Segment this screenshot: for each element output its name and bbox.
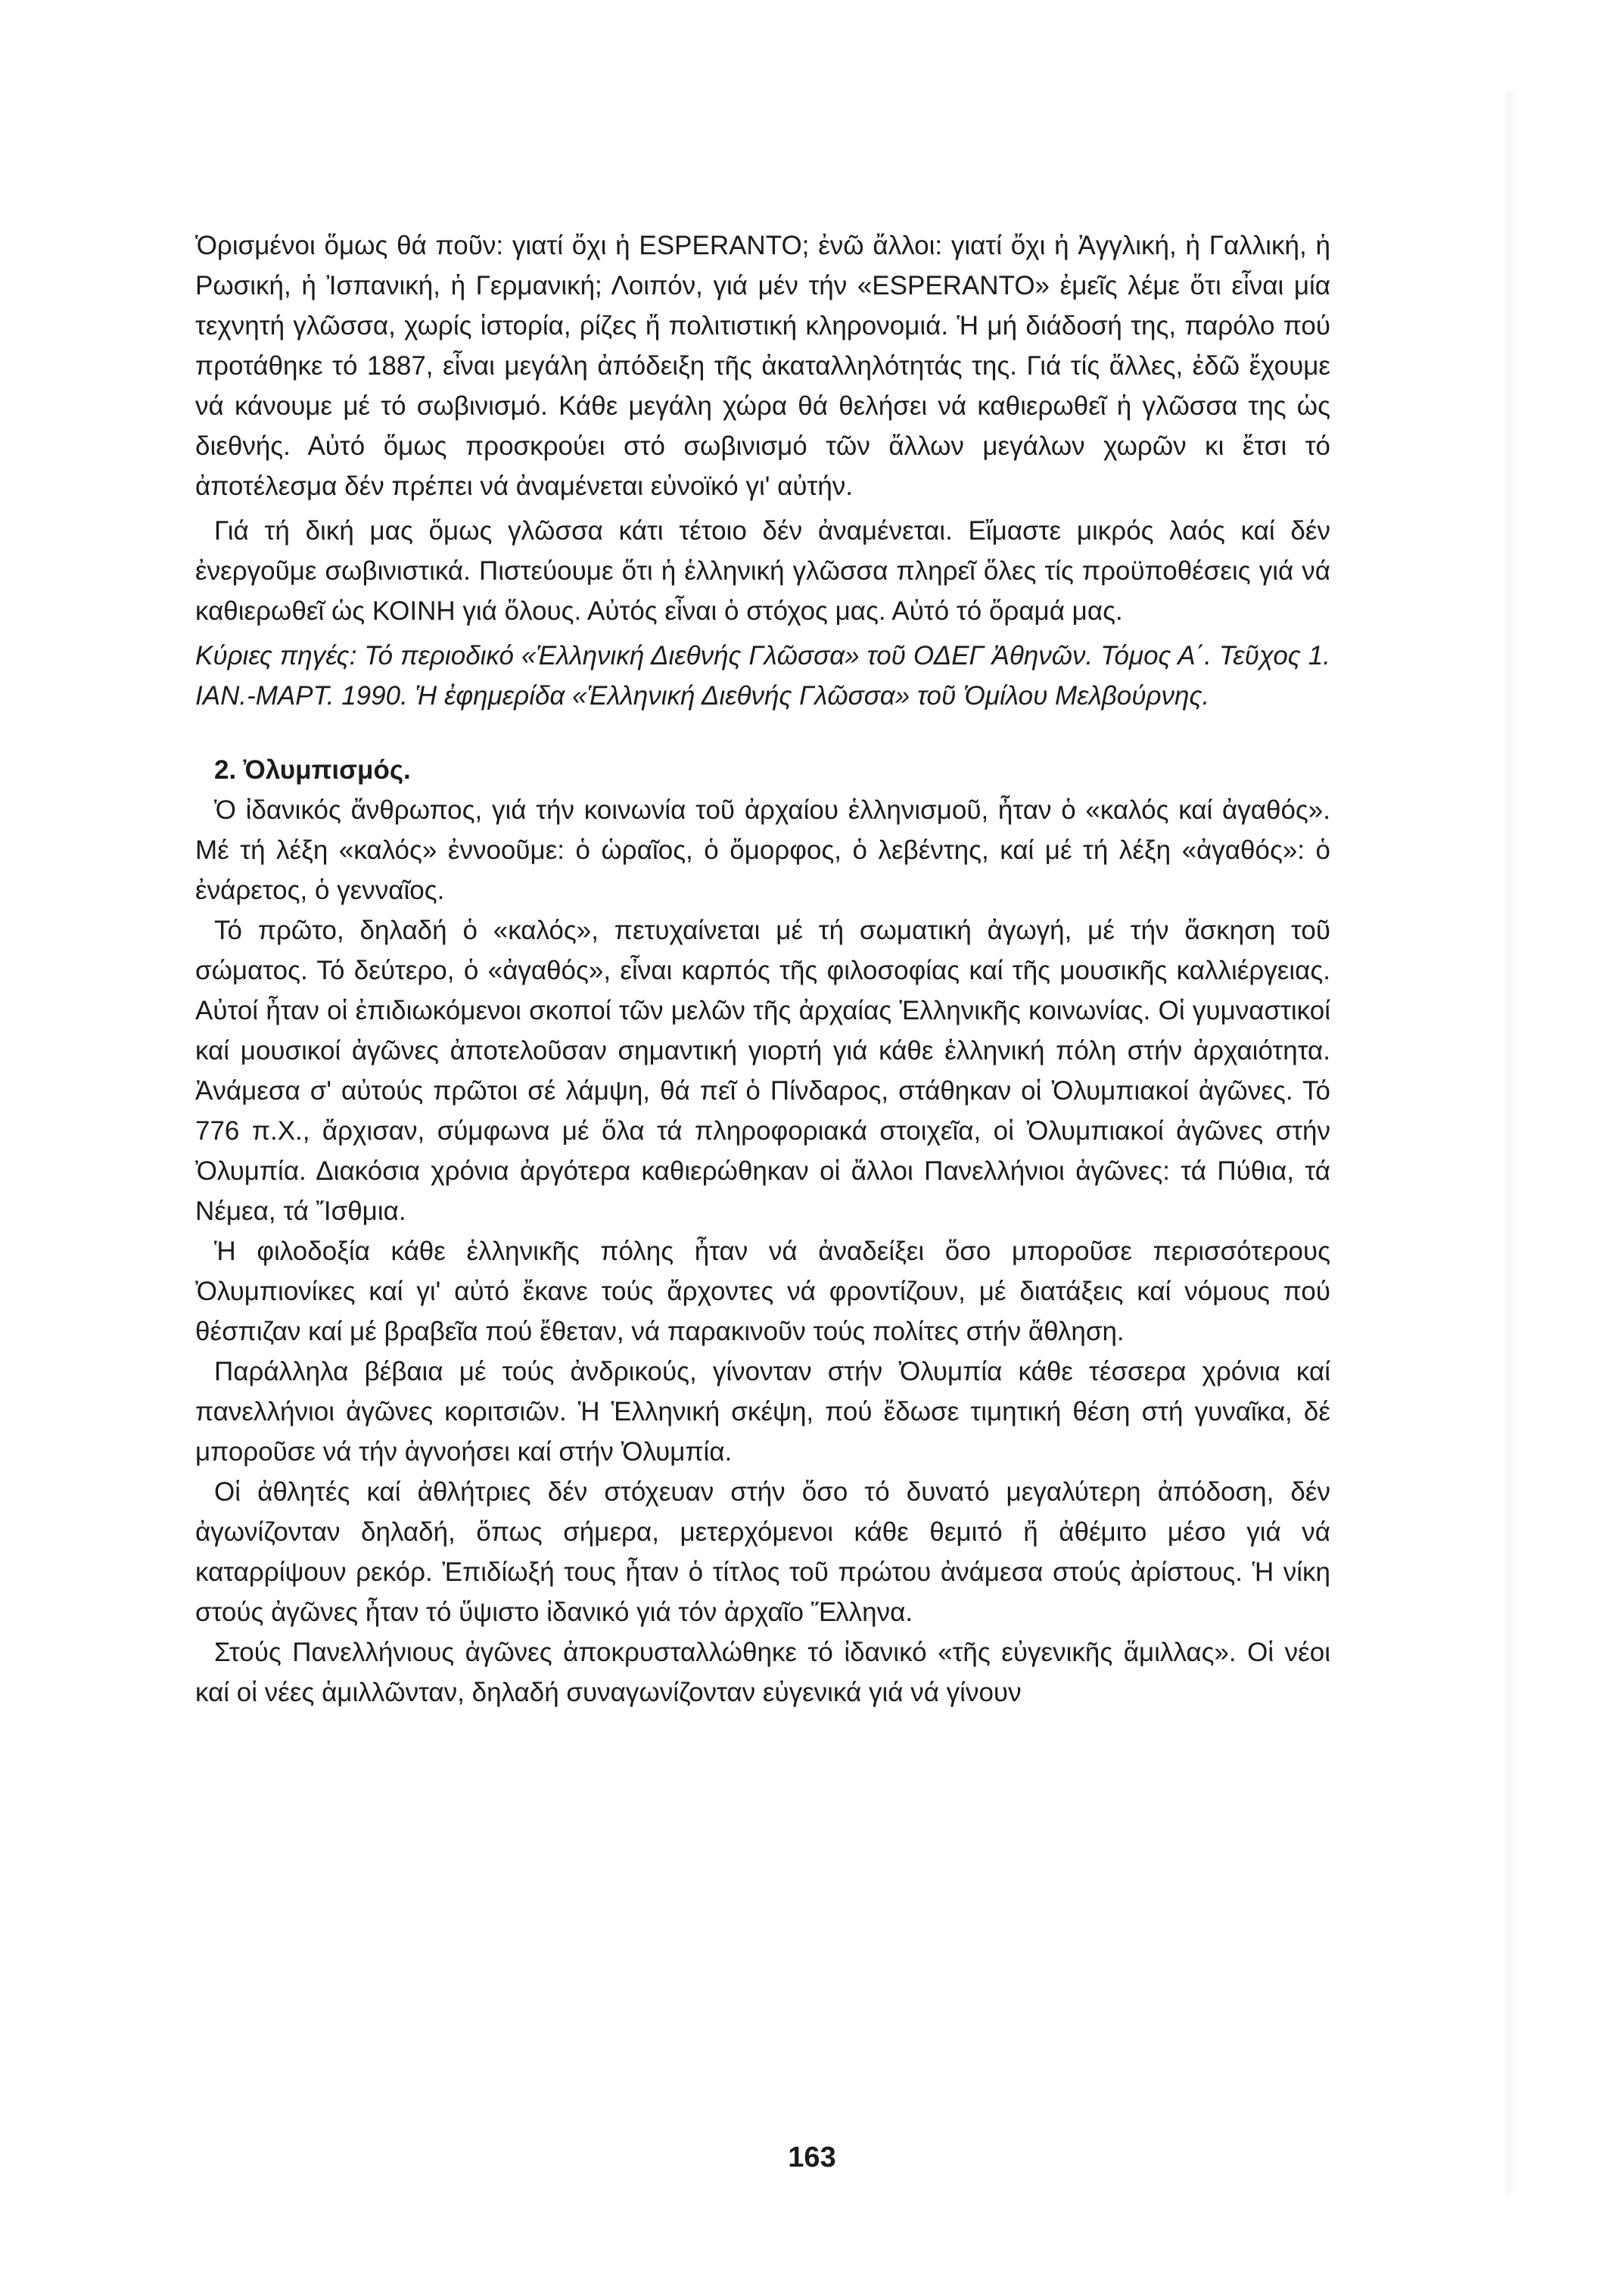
- document-body: [195, 226, 1330, 1713]
- paragraph-our-language: Γιά τή δική μας ὅμως γλῶσσα κάτι τέτοιο δέν ἀναμένεται. Εἴμαστε μικρός λαός καί δέν ἐνεργοῦμε σωβινιστικά. Πιστεύουμε ὅτι ἡ ἑλληνική γλῶσσα πληρεῖ ὅλες τίς προϋποθέσεις γιά νά καθιερωθεῖ ὡς ΚΟΙΝΗ γιά ὅλους. Αὐτός εἶναι ὁ στόχος μας. Αὐτό τό ὅραμά μας.: [195, 516, 1330, 626]
- paragraph-ambition: Ἡ φιλοδοξία κάθε ἑλληνικῆς πόλης ἦταν νά ἀναδείξει ὅσο μποροῦσε περισσότερους Ὀλυμπιονίκες καί γι' αὐτό ἔκανε τούς ἄρχοντες νά φροντίζουν, μέ διατάξεις καί νόμους πού θέσπιζαν καί μέ βραβεῖα πού ἔθεταν, νά παρακινοῦν τούς πολίτες στήν ἄθληση.: [195, 1237, 1330, 1346]
- sources-note: Κύριες πηγές: Τό περιοδικό «Ἑλληνική Διεθνής Γλῶσσα» τοῦ ΟΔΕΓ Ἀθηνῶν. Τόμος Α΄. Τεῦχος 1. ΙΑΝ.-ΜΑΡΤ. 1990. Ἡ ἐφημερίδα «Ἑλληνική Διεθνής Γλῶσσα» τοῦ Ὁμίλου Μελβούρνης.: [195, 641, 1330, 711]
- page-number: 163: [788, 2142, 836, 2173]
- paragraph-panhellenic: Στούς Πανελλήνιους ἀγῶνες ἀποκρυσταλλώθηκε τό ἰδανικό «τῆς εὐγενικῆς ἅμιλλας». Οἱ νέοι καί οἱ νέες ἁμιλλῶνταν, δηλαδή συναγωνίζονταν εὐγενικά γιά νά γίνουν: [195, 1638, 1330, 1707]
- paragraph-kalos-agathos: Τό πρῶτο, δηλαδή ὁ «καλός», πετυχαίνεται μέ τή σωματική ἀγωγή, μέ τήν ἄσκηση τοῦ σώματος. Τό δεύτερο, ὁ «ἀγαθός», εἶναι καρπός τῆς φιλοσοφίας καί τῆς μουσικῆς καλλιέργειας. Αὐτοί ἦταν οἱ ἐπιδιωκόμενοι σκοποί τῶν μελῶν τῆς ἀρχαίας Ἑλληνικῆς κοινωνίας. Οἱ γυμναστικοί καί μουσικοί ἀγῶνες ἀποτελοῦσαν σημαντική γιορτή γιά κάθε ἑλληνική πόλη στήν ἀρχαιότητα. Ἀνάμεσα σ' αὐτούς πρῶτοι σέ λάμψη, θά πεῖ ὁ Πίνδαρος, στάθηκαν οἱ Ὀλυμπιακοί ἀγῶνες. Τό 776 π.Χ., ἄρχισαν, σύμφωνα μέ ὅλα τά πληροφοριακά στοιχεῖα, οἱ Ὀλυμπιακοί ἀγῶνες στήν Ὀλυμπία. Διακόσια χρόνια ἀργότερα καθιερώθηκαν οἱ ἄλλοι Πανελλήνιοι ἀγῶνες: τά Πύθια, τά Νέμεα, τά Ἴσθμια.: [195, 916, 1330, 1226]
- paragraph-athletes: Οἱ ἀθλητές καί ἀθλήτριες δέν στόχευαν στήν ὅσο τό δυνατό μεγαλύτερη ἀπόδοση, δέν ἀγωνίζονταν δηλαδή, ὅπως σήμερα, μετερχόμενοι κάθε θεμιτό ἤ ἀθέμιτο μέσο γιά νά καταρρίψουν ρεκόρ. Ἐπιδίωξή τους ἦταν ὁ τίτλος τοῦ πρώτου ἀνάμεσα στούς ἀρίστους. Ἡ νίκη στούς ἀγῶνες ἦταν τό ὕψιστο ἰδανικό γιά τόν ἀρχαῖο Ἕλληνα.: [195, 1477, 1330, 1627]
- paragraph-women-games: Παράλληλα βέβαια μέ τούς ἀνδρικούς, γίνονταν στήν Ὀλυμπία κάθε τέσσερα χρόνια καί πανελλήνιοι ἀγῶνες κοριτσιῶν. Ἡ Ἑλληνική σκέψη, πού ἔδωσε τιμητική θέση στή γυναῖκα, δέ μποροῦσε νά τήν ἀγνοήσει καί στήν Ὀλυμπία.: [195, 1357, 1330, 1467]
- paragraph-esperanto: Ὁρισμένοι ὅμως θά ποῦν: γιατί ὄχι ἡ ESPERANTO; ἐνῶ ἄλλοι: γιατί ὄχι ἡ Ἀγγλική, ἡ Γαλλική, ἡ Ρωσική, ἡ Ἰσπανική, ἡ Γερμανική; Λοιπόν, γιά μέν τήν «ESPERANTO» ἐμεῖς λέμε ὅτι εἶναι μία τεχνητή γλῶσσα, χωρίς ἱστορία, ρίζες ἤ πολιτιστική κληρονομιά. Ἡ μή διάδοσή της, παρόλο πού προτάθηκε τό 1887, εἶναι μεγάλη ἀπόδειξη τῆς ἀκαταλληλότητάς της. Γιά τίς ἄλλες, ἐδῶ ἔχουμε νά κάνουμε μέ τό σωβινισμό. Κάθε μεγάλη χώρα θά θελήσει νά καθιερωθεῖ ἡ γλῶσσα της ὡς διεθνής. Αὐτό ὅμως προσκρούει στό σωβινισμό τῶν ἄλλων μεγάλων χωρῶν κι ἔτσι τό ἀποτέλεσμα δέν πρέπει νά ἀναμένεται εὐνοϊκό γι' αὐτήν.: [195, 231, 1330, 501]
- section-heading: 2. Ὀλυμπισμός.: [214, 755, 411, 785]
- paragraph-ideal-man: Ὁ ἰδανικός ἄνθρωπος, γιά τήν κοινωνία τοῦ ἀρχαίου ἑλληνισμοῦ, ἦταν ὁ «καλός καί ἀγαθός». Μέ τή λέξη «καλός» ἐννοοῦμε: ὁ ὡραῖος, ὁ ὄμορφος, ὁ λεβέντης, καί μέ τή λέξη «ἀγαθός»: ὁ ἐνάρετος, ὁ γενναῖος.: [195, 795, 1330, 905]
- page-edge-shadow: [1502, 91, 1516, 2195]
